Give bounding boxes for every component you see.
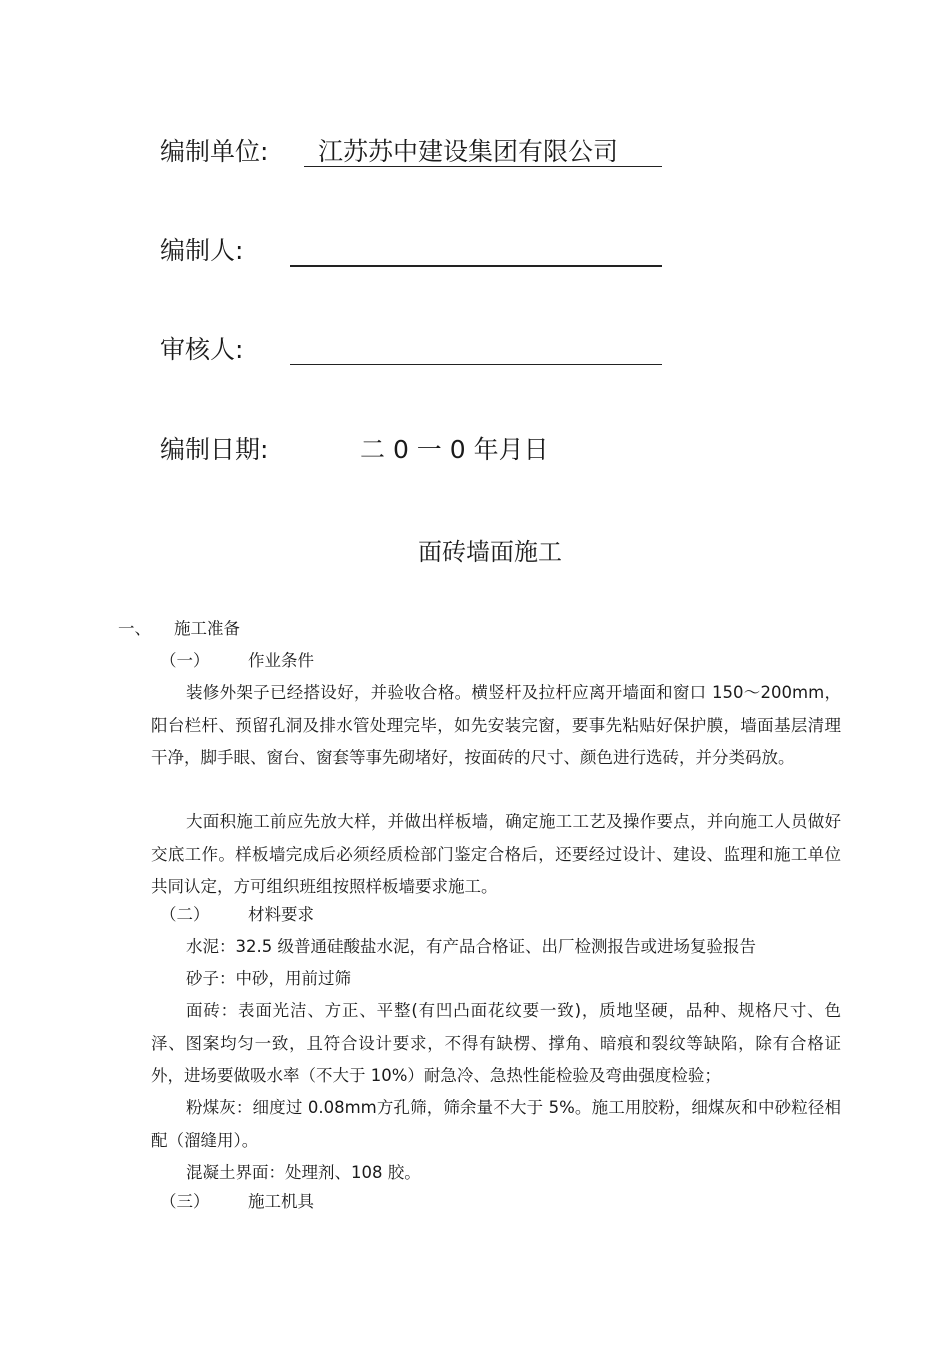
subsection-number: （一） [160, 651, 210, 670]
reviewer-label: 审核人: [160, 335, 244, 364]
author-underline [290, 265, 662, 267]
cover-reviewer-row [160, 332, 680, 372]
subsection-number: （二） [160, 905, 210, 924]
subsection-heading-1 [160, 649, 314, 673]
subsection-title: 施工机具 [248, 1192, 314, 1211]
cover-unit-row [160, 134, 680, 174]
subsection-title: 作业条件 [248, 651, 314, 670]
cover-author-row [160, 233, 680, 273]
paragraph-work-conditions-2: 大面积施工前应先放大样，并做出样板墙，确定施工工艺及操作要点，并向施工人员做好交底工作。样板墙完成后必须经质检部门鉴定合格后，还要经过设计、建设、监理和施工单位共同认定，方可组织班组按照样板墙要求施工。 [151, 812, 841, 896]
unit-value: 江苏苏中建设集团有限公司 [318, 137, 619, 166]
author-label: 编制人: [160, 236, 244, 265]
paragraph-cement: 水泥：32.5 级普通硅酸盐水泥，有产品合格证、出厂检测报告或进场复验报告 [186, 937, 756, 956]
unit-label: 编制单位: [160, 137, 269, 166]
paragraph-sand: 砂子：中砂，用前过筛 [186, 969, 351, 988]
subsection-title: 材料要求 [248, 905, 314, 924]
date-value: 二 0 一 0 年月日 [360, 435, 549, 464]
section-number: 一、 [118, 619, 151, 638]
paragraph-fly-ash: 粉煤灰：细度过 0.08mm方孔筛，筛余量不大于 5%。施工用胶粉，细煤灰和中砂粒径相配（溜缝用）。 [151, 1098, 841, 1150]
paragraph-concrete-interface: 混凝土界面：处理剂、108 胶。 [186, 1163, 421, 1182]
cover-date-row [160, 432, 680, 472]
paragraph-work-conditions-1: 装修外架子已经搭设好，并验收合格。横竖杆及拉杆应离开墙面和窗口 150～200mm，阳台栏杆、预留孔洞及排水管处理完毕，如先安装完窗，要事先粘贴好保护膜，墙面基层清理干净，脚手眼、窗台、窗套等事先砌堵好，按面砖的尺寸、颜色进行选砖，并分类码放。 [151, 683, 841, 767]
date-label: 编制日期: [160, 435, 269, 464]
document-title: 面砖墙面施工 [418, 538, 562, 566]
reviewer-underline [290, 364, 662, 365]
section-heading-1 [118, 617, 240, 641]
section-title: 施工准备 [174, 619, 240, 638]
subsection-number: （三） [160, 1192, 210, 1211]
paragraph-tiles: 面砖：表面光洁、方正、平整(有凹凸面花纹要一致)，质地坚硬，品种、规格尺寸、色泽、图案均匀一致，且符合设计要求，不得有缺楞、撑角、暗痕和裂纹等缺陷，除有合格证外，进场要做吸水率（不大于 10%）耐急冷、急热性能检验及弯曲强度检验； [151, 1001, 841, 1085]
subsection-heading-3 [160, 1190, 314, 1214]
subsection-heading-2 [160, 903, 314, 927]
